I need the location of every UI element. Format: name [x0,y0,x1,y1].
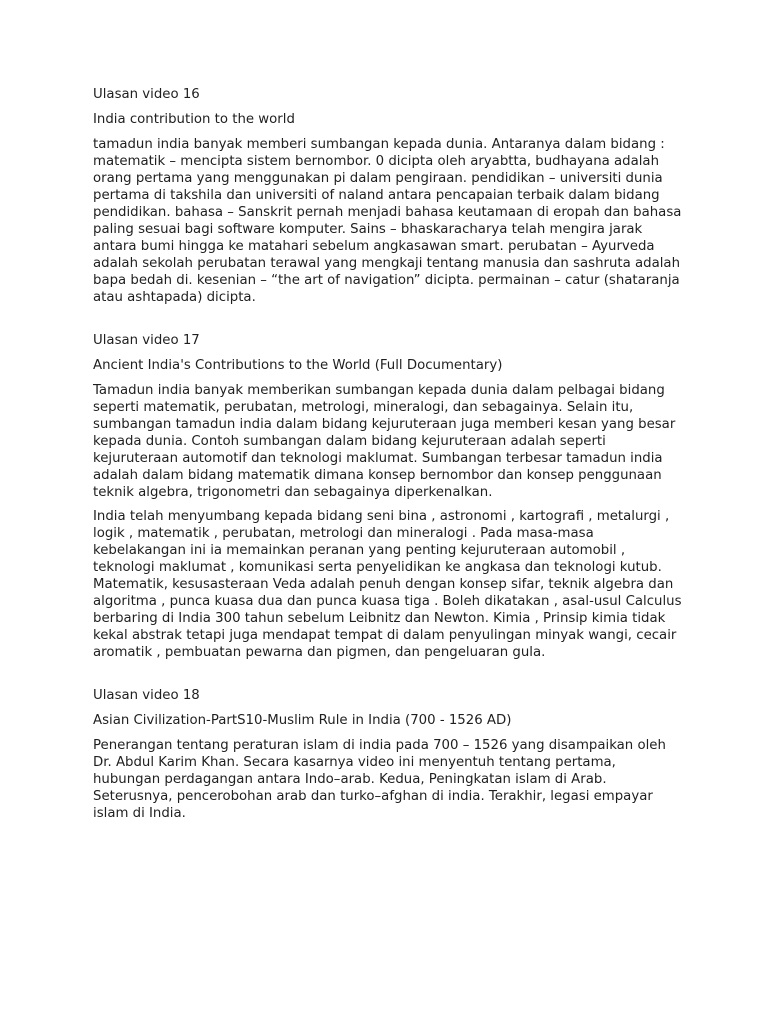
section-paragraph: Tamadun india banyak memberikan sumbangan kepada dunia dalam pelbagai bidang seperti matematik, perubatan, metrologi, mineralogi, dan sebagainya. Selain itu, sumbangan tamadun india dalam bidang kejuruteraan juga memberi kesan yang besar kepada dunia. Contoh sumbangan dalam bidang kejuruteraan adalah seperti kejuruteraan automotif dan teknologi maklumat. Sumbangan terbesar tamadun india adalah dalam bidang matematik dimana konsep bernombor dan konsep penggunaan teknik algebra, trigonometri dan sebagainya diperkenalkan. [93,383,676,500]
section-paragraph: India telah menyumbang kepada bidang seni bina , astronomi , kartografi , metalurgi , logik , matematik , perubatan, metrologi dan mineralogi . Pada masa-masa kebelakangan ini ia memainkan peranan yang penting kejuruteraan automobil , teknologi maklumat , komunikasi serta penyelidikan ke angkasa dan teknologi kutub. Matematik, kesusasteraan Veda adalah penuh dengan konsep sifar, teknik algebra dan algoritma , punca kuasa dua dan punca kuasa tiga . Boleh dikatakan , asal-usul Calculus berbaring di India 300 tahun sebelum Leibnitz dan Newton. Kimia , Prinsip kimia tidak kekal abstrak tetapi juga mendapat tempat di dalam penyulingan minyak wangi, cecair aromatik , pembuatan pewarna dan pigmen, dan pengeluaran gula. [93,509,682,660]
review-section-video-17 [93,332,683,661]
section-paragraph: Penerangan tentang peraturan islam di india pada 700 – 1526 yang disampaikan oleh Dr. Abdul Karim Khan. Secara kasarnya video ini menyentuh tentang pertama, hubungan perdagangan antara Indo–arab. Kedua, Peningkatan islam di Arab. Seterusnya, pencerobohan arab dan turko–afghan di india. Terakhir, legasi empayar islam di India. [93,738,666,821]
document-content [93,86,683,848]
section-title: Ancient India's Contributions to the World (Full Documentary) [93,358,503,373]
section-label: Ulasan video 18 [93,688,200,703]
review-section-video-18 [93,687,683,822]
section-title: Asian Civilization-PartS10-Muslim Rule in India (700 - 1526 AD) [93,713,512,728]
section-label: Ulasan video 17 [93,333,200,348]
review-section-video-16 [93,86,683,306]
section-paragraph: tamadun india banyak memberi sumbangan kepada dunia. Antaranya dalam bidang : matematik – mencipta sistem bernombor. 0 dicipta oleh aryabtta, budhayana adalah orang pertama yang menggunakan pi dalam pengiraan. pendidikan – universiti dunia pertama di takshila dan universiti of naland antara pencapaian terbaik dalam bidang pendidikan. bahasa – Sanskrit pernah menjadi bahasa keutamaan di eropah dan bahasa paling sesuai bagi software komputer. Sains – bhaskaracharya telah mengira jarak antara bumi hingga ke matahari sebelum angkasawan smart. perubatan – Ayurveda adalah sekolah perubatan terawal yang mengkaji tentang manusia dan sashruta adalah bapa bedah di. kesenian – “the art of navigation” dicipta. permainan – catur (shataranja atau ashtapada) dicipta. [93,137,682,305]
section-title: India contribution to the world [93,112,295,127]
section-label: Ulasan video 16 [93,87,200,102]
